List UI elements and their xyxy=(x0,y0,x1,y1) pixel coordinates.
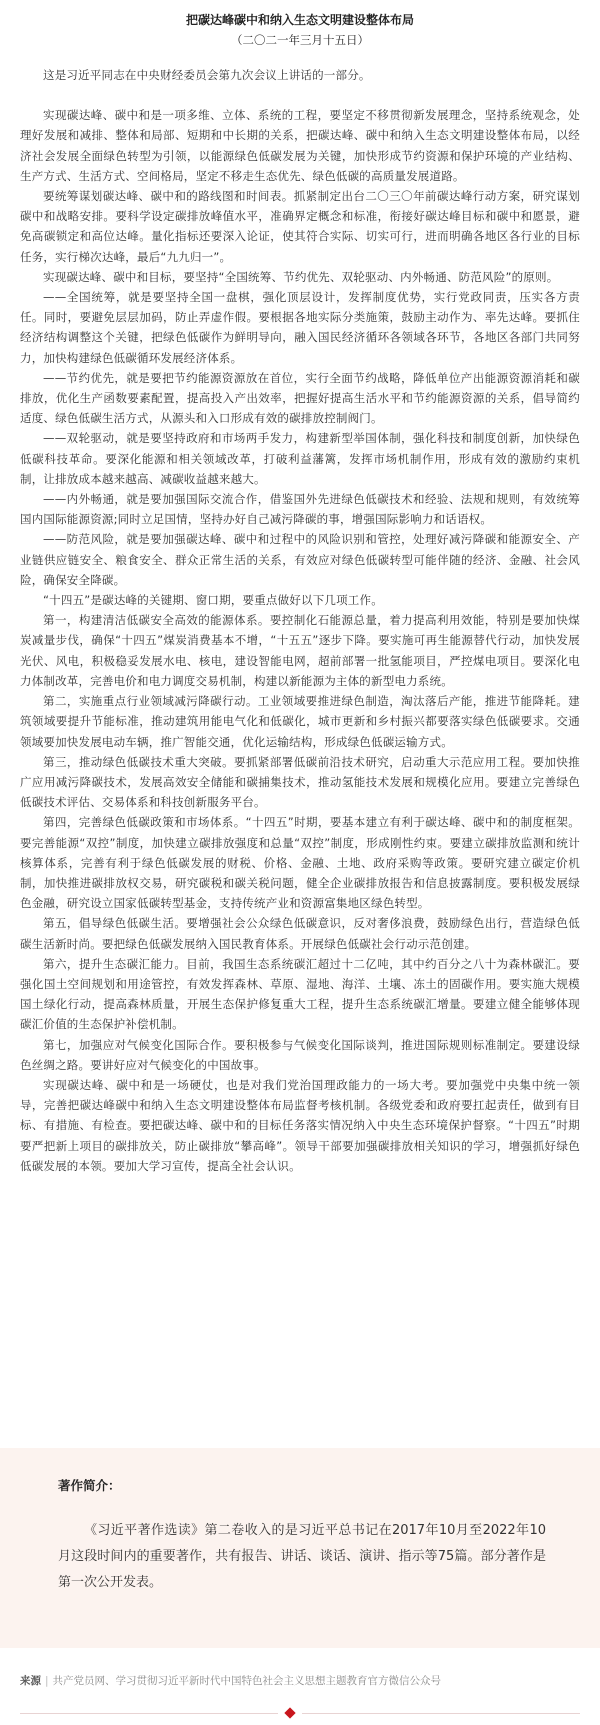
source-line xyxy=(20,1673,590,1689)
body-paragraph: 第三，推动绿色低碳技术重大突破。要抓紧部署低碳前沿技术研究，启动重大示范应用工程。要加快推广应用减污降碳技术，发展高效安全储能和碳捕集技术，推动氢能技术发展和规模化应用。要建立完善绿色低碳技术评估、交易体系和科技创新服务平台。 xyxy=(20,754,580,810)
body-paragraph: 第七，加强应对气候变化国际合作。要积极参与气候变化国际谈判，推进国际规则标准制定。要建设绿色丝绸之路。要讲好应对气候变化的中国故事。 xyxy=(20,1037,580,1072)
book-intro-heading: 著作简介： xyxy=(58,1478,121,1493)
body-paragraph: ——双轮驱动，就是要坚持政府和市场两手发力，构建新型举国体制，强化科技和制度创新，加快绿色低碳科技革命。要深化能源和相关领域改革，打破利益藩篱，发挥市场机制作用，形成有效的激励约束机制，让排放成本越来越高、减碳收益越来越大。 xyxy=(20,431,580,486)
body-paragraph: 第二，实施重点行业领域减污降碳行动。工业领域要推进绿色制造，淘汰落后产能，推进节能降耗。建筑领域要提升节能标准，推动建筑用能电气化和低碳化，城市更新和乡村振兴都要落实绿色低碳要求。交通领域要加快发展电动车辆，推广智能交通，优化运输结构，形成绿色低碳运输方式。 xyxy=(20,694,580,749)
body-paragraph: ——防范风险，就是要加强碳达峰、碳中和过程中的风险识别和管控，处理好减污降碳和能源安全、产业链供应链安全、粮食安全、群众正常生活的关系，有效应对绿色低碳转型可能伴随的经济、金融、社会风险，确保安全降碳。 xyxy=(20,532,580,587)
body-paragraph: ——全国统筹，就是要坚持全国一盘棋，强化顶层设计，发挥制度优势，实行党政同责，压实各方责任。同时，要避免层层加码，防止弄虚作假。要根据各地实际分类施策，鼓励主动作为、率先达峰。要抓住经济结构调整这个关键，把绿色低碳作为鲜明导向，融入国民经济循环各领域各环节，各地区各部门共同努力，加快构建绿色低碳循环发展经济体系。 xyxy=(20,290,580,365)
book-intro-box xyxy=(0,1448,600,1648)
body-paragraph: 第五，倡导绿色低碳生活。要增强社会公众绿色低碳意识，反对奢侈浪费，鼓励绿色出行，营造绿色低碳生活新时尚。要把绿色低碳发展纳入国民教育体系。开展绿色低碳社会行动示范创建。 xyxy=(20,916,580,951)
body-paragraph: 第四，完善绿色低碳政策和市场体系。“十四五”时期，要基本建立有利于碳达峰、碳中和的制度框架。要完善能源“双控”制度，加快建立碳排放强度和总量“双控”制度，形成刚性约束。要建立碳排放监测和统计核算体系，完善有利于绿色低碳发展的财税、价格、金融、土地、政府采购等政策。要研究建立碳定价机制，加快推进碳排放权交易，研究碳税和碳关税问题，健全企业碳排放报告和信息披露制度。要积极发展绿色金融，研究设立国家低碳转型基金，支持传统产业和资源富集地区绿色转型。 xyxy=(20,815,580,911)
source-separator: | xyxy=(45,1675,49,1687)
body-paragraph: 实现碳达峰、碳中和是一场硬仗，也是对我们党治国理政能力的一场大考。要加强党中央集中统一领导，完善把碳达峰碳中和纳入生态文明建设整体布局监督考核机制。各级党委和政府要扛起责任，做到有目标、有措施、有检查。要把碳达峰、碳中和的目标任务落实情况纳入中央生态环境保护督察。“十四五”时期要严把新上项目的碳排放关，防止碳排放“攀高峰”。领导干部要加强碳排放相关知识的学习，增强抓好绿色低碳发展的本领。要加大学习宣传，提高全社会认识。 xyxy=(20,1077,580,1173)
spacer xyxy=(20,50,580,65)
footer-divider-left xyxy=(20,1713,278,1714)
article-date: （二〇二一年三月十五日） xyxy=(231,33,369,47)
lead-paragraph: 这是习近平同志在中央财经委员会第九次会议上讲话的一部分。 xyxy=(43,68,371,82)
body-paragraph: ——内外畅通，就是要加强国际交流合作，借鉴国外先进绿色低碳技术和经验、法规和规则，有效统筹国内国际能源资源;同时立足国情，坚持办好自己减污降碳的事，增强国际影响力和话语权。 xyxy=(20,492,580,527)
body-paragraph: 实现碳达峰、碳中和目标，要坚持“全国统筹、节约优先、双轮驱动、内外畅通、防范风险”的原则。 xyxy=(43,269,559,284)
body-paragraph: ——节约优先，就是要把节约能源资源放在首位，实行全面节约战略，降低单位产出能源资源消耗和碳排放，优化生产函数要素配置，提高投入产出效率，把握好提高生活水平和节约能源资源的关系，倡导简约适度、绿色低碳生活方式，从源头和入口形成有效的碳排放控制阀门。 xyxy=(20,370,580,426)
book-intro-text: 《习近平著作选读》第二卷收入的是习近平总书记在2017年10月至2022年10月这段时间内的重要著作，共有报告、讲话、谈话、演讲、指示等75篇。部分著作是第一次公开发表。 xyxy=(58,1523,546,1590)
article-title: 把碳达峰碳中和纳入生态文明建设整体布局 xyxy=(185,13,414,27)
source-label: 来源 xyxy=(20,1675,41,1687)
diamond-ornament-icon xyxy=(284,1707,295,1718)
source-text: 共产党员网、学习贯彻习近平新时代中国特色社会主义思想主题教育官方微信公众号 xyxy=(52,1675,442,1687)
body-paragraph: 实现碳达峰、碳中和是一项多维、立体、系统的工程，要坚定不移贯彻新发展理念，坚持系统观念，处理好发展和减排、整体和局部、短期和中长期的关系，把碳达峰、碳中和纳入生态文明建设整体布局，以经济社会发展全面绿色转型为引领，以能源绿色低碳发展为关键，加快形成节约资源和保护环境的产业结构、生产方式、生活方式、空间格局，坚定不移走生态优先、绿色低碳的高质量发展道路。 xyxy=(20,108,580,183)
body-paragraph: 要统筹谋划碳达峰、碳中和的路线图和时间表。抓紧制定出台二〇三〇年前碳达峰行动方案，研究谋划碳中和战略安排。要科学设定碳排放峰值水平，准确界定概念和标准，衔接好碳达峰目标和碳中和愿景，避免高碳锁定和高位达峰。量化指标还要深入论证，使其符合实际、切实可行，进而明确各地区各行业的目标任务，实行梯次达峰，最后“九九归一”。 xyxy=(20,189,580,264)
body-paragraph: 第六，提升生态碳汇能力。目前，我国生态系统碳汇超过十二亿吨，其中约百分之八十为森林碳汇。要强化国土空间规划和用途管控，有效发挥森林、草原、湿地、海洋、土壤、冻土的固碳作用。要实施大规模国土绿化行动，提高森林质量，开展生态保护修复重大工程，提升生态系统碳汇增量。要建立健全能够体现碳汇价值的生态保护补偿机制。 xyxy=(20,956,580,1032)
body-paragraph: “十四五”是碳达峰的关键期、窗口期，要重点做好以下几项工作。 xyxy=(43,593,383,608)
body-paragraph: 第一，构建清洁低碳安全高效的能源体系。要控制化石能源总量，着力提高利用效能，特别是要加快煤炭减量步伐，确保“十四五”煤炭消费基本不增，“十五五”逐步下降。要实施可再生能源替代行动，加快发展光伏、风电，积极稳妥发展水电、核电，建设智能电网，超前部署一批氢能项目，严控煤电项目。要深化电力体制改革，完善电价和电力调度交易机制，构建以新能源为主体的新型电力系统。 xyxy=(20,613,580,688)
spacer xyxy=(20,85,580,105)
article xyxy=(20,10,580,1176)
footer-divider-right xyxy=(302,1713,580,1714)
